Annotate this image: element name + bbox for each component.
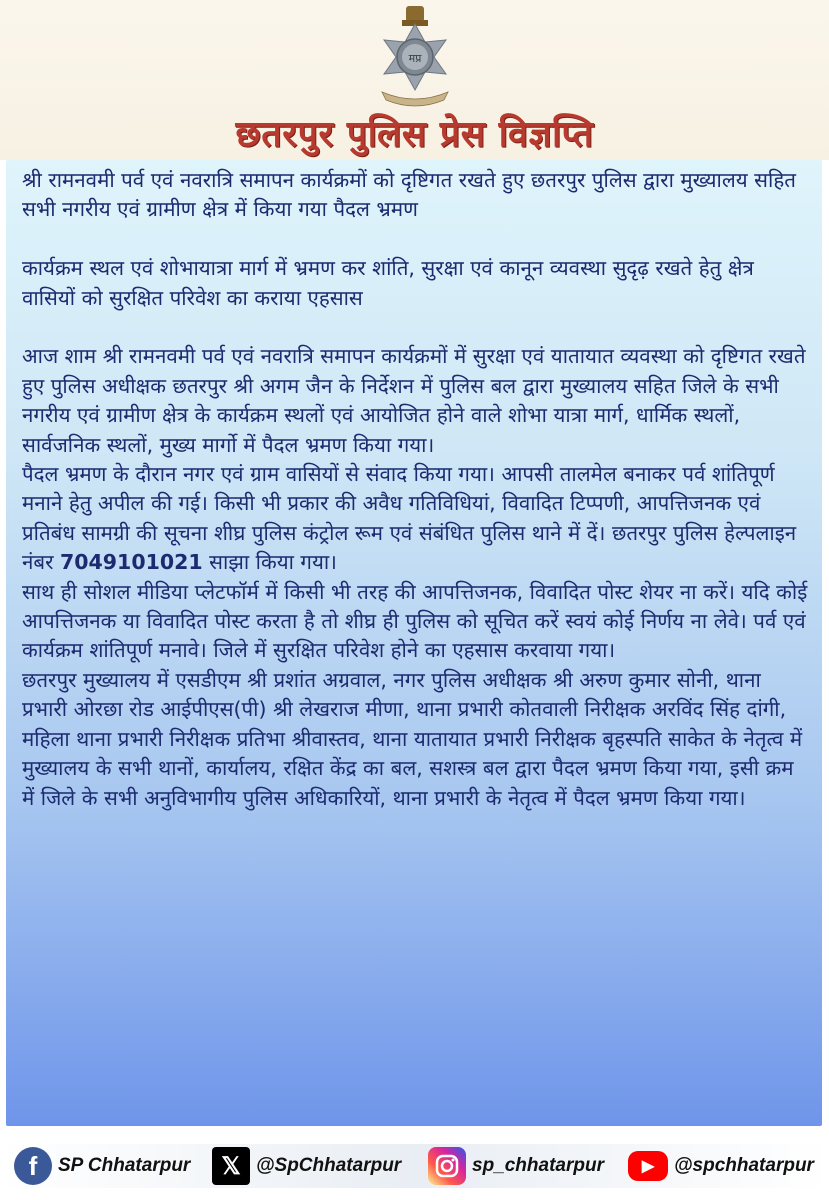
headline: श्री रामनवमी पर्व एवं नवरात्रि समापन कार्यक्रमों को दृष्टिगत रखते हुए छतरपुर पुलिस द्वारा मुख्यालय सहित सभी नगरीय एवं ग्रामीण क्षेत्र में किया गया पैदल भ्रमण (22, 168, 796, 222)
press-release-body (22, 166, 808, 813)
paragraph-patrol-text: पैदल भ्रमण के दौरान नगर एवं ग्राम वासियों से संवाद किया गया। आपसी तालमेल बनाकर पर्व शांतिपूर्ण मनाने हेतु अपील की गई। किसी भी प्रकार की अवैध गतिविधियां, विवादित टिप्पणी, आपत्तिजनक एवं प्रतिबंध सामग्री की सूचना शीघ्र पुलिस कंट्रोल रूम एवं संबंधित पुलिस थाने में दें। छतरपुर पुलिस हेल्पलाइन नंबर (22, 462, 797, 575)
instagram-icon (428, 1147, 466, 1185)
helpline-number: 7049101021 (60, 550, 203, 575)
youtube-link[interactable] (628, 1144, 814, 1188)
x-label: @SpChhatarpur (256, 1155, 402, 1176)
instagram-label: sp_chhatarpur (472, 1155, 604, 1176)
facebook-link[interactable] (14, 1144, 190, 1188)
facebook-icon: f (14, 1147, 52, 1185)
paragraph-intro: आज शाम श्री रामनवमी पर्व एवं नवरात्रि समापन कार्यक्रमों में सुरक्षा एवं यातायात व्यवस्था को दृष्टिगत रखते हुए पुलिस अधीक्षक छतरपुर श्री अगम जैन के निर्देशन में पुलिस बल द्वारा मुख्यालय सहित जिले के सभी नगरीय एवं ग्रामीण क्षेत्र के कार्यक्रम स्थलों एवं आयोजित होने वाले शोभा यात्रा मार्ग, धार्मिक स्थलों, सार्वजनिक स्थलों, मुख्य मार्गो में पैदल भ्रमण किया गया। (22, 344, 806, 457)
facebook-label: SP Chhatarpur (58, 1155, 191, 1176)
x-icon: 𝕏 (212, 1147, 250, 1185)
paragraph-officers: छतरपुर मुख्यालय में एसडीएम श्री प्रशांत अग्रवाल, नगर पुलिस अधीक्षक श्री अरुण कुमार सोनी, थाना प्रभारी ओरछा रोड आईपीएस(पी) श्री लेखराज मीणा, थाना प्रभारी कोतवाली निरीक्षक अरविंद सिंह दांगी, महिला थाना प्रभारी निरीक्षक प्रतिभा श्रीवास्तव, थाना यातायात प्रभारी निरीक्षक बृहस्पति साकेत के नेतृत्व में मुख्यालय के सभी थानों, कार्यालय, रक्षित केंद्र का बल, सशस्त्र बल द्वारा पैदल भ्रमण किया गया, इसी क्रम में जिले के सभी अनुविभागीय पुलिस अधिकारियों, थाना प्रभारी के नेतृत्व में पैदल भ्रमण किया गया। (22, 667, 803, 810)
instagram-link[interactable] (428, 1144, 604, 1188)
youtube-icon: ▶ (628, 1151, 668, 1181)
youtube-label: @spchhatarpur (674, 1155, 814, 1176)
paragraph-patrol (22, 460, 808, 578)
page-title: छतरपुर पुलिस प्रेस विज्ञप्ति (235, 114, 594, 155)
paragraph-social-media: साथ ही सोशल मीडिया प्लेटफॉर्म में किसी भी तरह की आपत्तिजनक, विवादित पोस्ट शेयर ना करें। यदि कोई आपत्तिजनक या विवादित पोस्ट करता है तो शीघ्र ही पुलिस को सूचित करें स्वयं कोई निर्णय ना लेवे। पर्व एवं कार्यक्रम शांतिपूर्ण मनावे। जिले में सुरक्षित परिवेश होने का एहसास करवाया गया। (22, 579, 808, 663)
mp-police-emblem-icon (362, 2, 468, 110)
x-link[interactable] (212, 1144, 401, 1188)
header (0, 0, 829, 160)
paragraph-patrol-end: साझा किया गया। (209, 550, 337, 575)
emblem-text: मप्र (408, 52, 422, 65)
footer (0, 1130, 829, 1200)
subheadline: कार्यक्रम स्थल एवं शोभायात्रा मार्ग में भ्रमण कर शांति, सुरक्षा एवं कानून व्यवस्था सुदृढ़ रखते हेतु क्षेत्र वासियों को सुरक्षित परिवेश का कराया एहसास (22, 256, 754, 310)
